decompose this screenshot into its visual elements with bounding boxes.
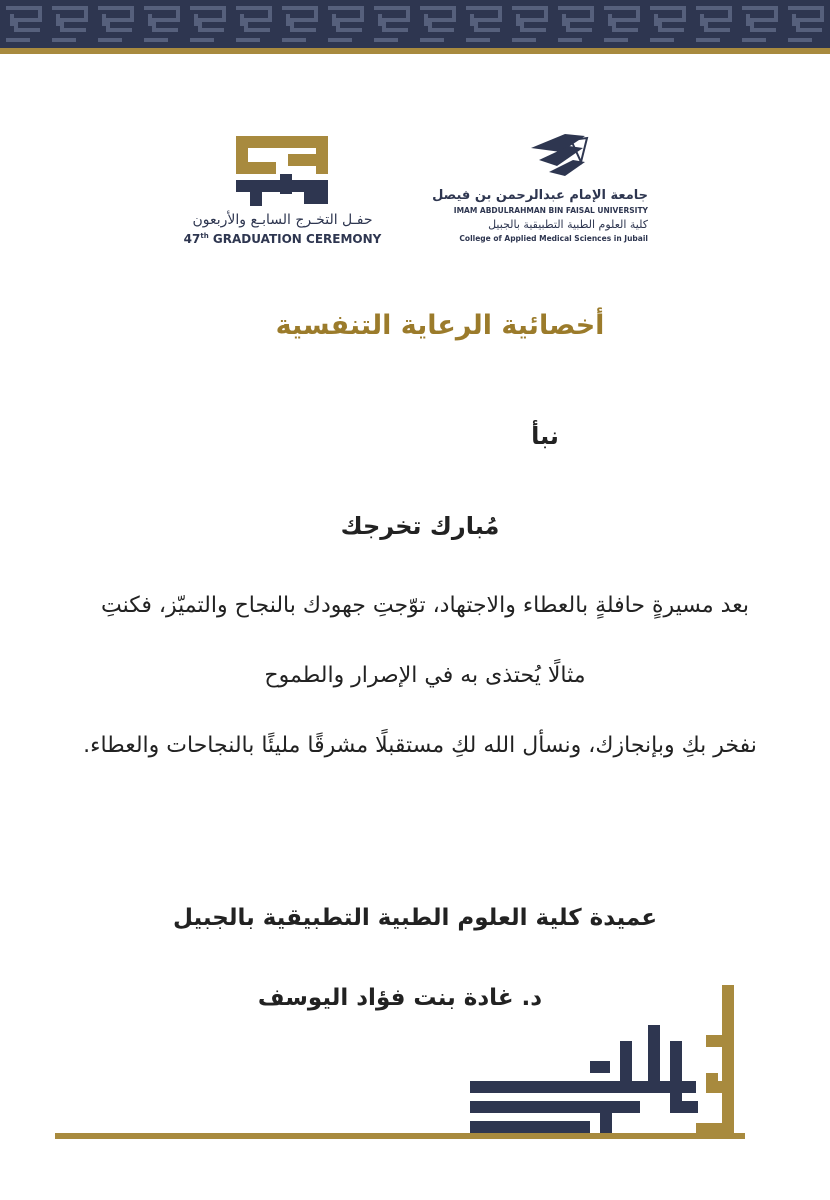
university-english-name: IMAM ABDULRAHMAN BIN FAISAL UNIVERSITY bbox=[453, 206, 648, 215]
kufic-pattern-icon bbox=[0, 0, 830, 48]
mabrook-decorative-art bbox=[470, 985, 770, 1140]
greeting: مُبارك تخرجك bbox=[340, 512, 500, 540]
ceremony-number: 47 bbox=[183, 232, 201, 246]
ceremony-emblem-icon bbox=[180, 130, 385, 210]
top-gold-stripe bbox=[0, 48, 830, 54]
letter-title: أخصائية الرعاية التنفسية bbox=[275, 310, 605, 341]
ceremony-english-text bbox=[180, 232, 385, 246]
ceremony-arabic-text: حفـل التخـرج السابـع والأربعون bbox=[192, 212, 373, 228]
ceremony-suffix: th bbox=[200, 232, 209, 240]
signature-name: د. غادة بنت فؤاد اليوسف bbox=[257, 985, 543, 1011]
body-line-1: بعد مسيرةٍ حافلةٍ بالعطاء والاجتهاد، توّجتِ جهودك بالنجاح والتميّز، فكنتِ bbox=[101, 593, 749, 618]
university-arabic-name: جامعة الإمام عبدالرحمن بن فيصل bbox=[432, 188, 648, 203]
mabrook-kufic-icon bbox=[470, 985, 770, 1140]
college-arabic-name: كلية العلوم الطبية التطبيقية بالجبيل bbox=[488, 218, 648, 231]
body-line-2: مثالًا يُحتذى به في الإصرار والطموح bbox=[264, 663, 586, 688]
graduation-ceremony-logo bbox=[180, 130, 385, 250]
university-emblem-icon bbox=[465, 132, 660, 188]
university-logo bbox=[432, 132, 660, 247]
ceremony-english-label: GRADUATION CEREMONY bbox=[212, 232, 382, 246]
recipient-name: نبأ bbox=[531, 422, 559, 450]
top-pattern-band bbox=[0, 0, 830, 48]
body-line-3: نفخر بكِ وبإنجازك، ونسأل الله لكِ مستقبلًا مشرقًا مليئًا بالنجاحات والعطاء. bbox=[83, 733, 757, 758]
signature-title: عميدة كلية العلوم الطبية التطبيقية بالجبيل bbox=[172, 905, 658, 931]
college-english-name: College of Applied Medical Sciences in Jubail bbox=[459, 234, 648, 243]
